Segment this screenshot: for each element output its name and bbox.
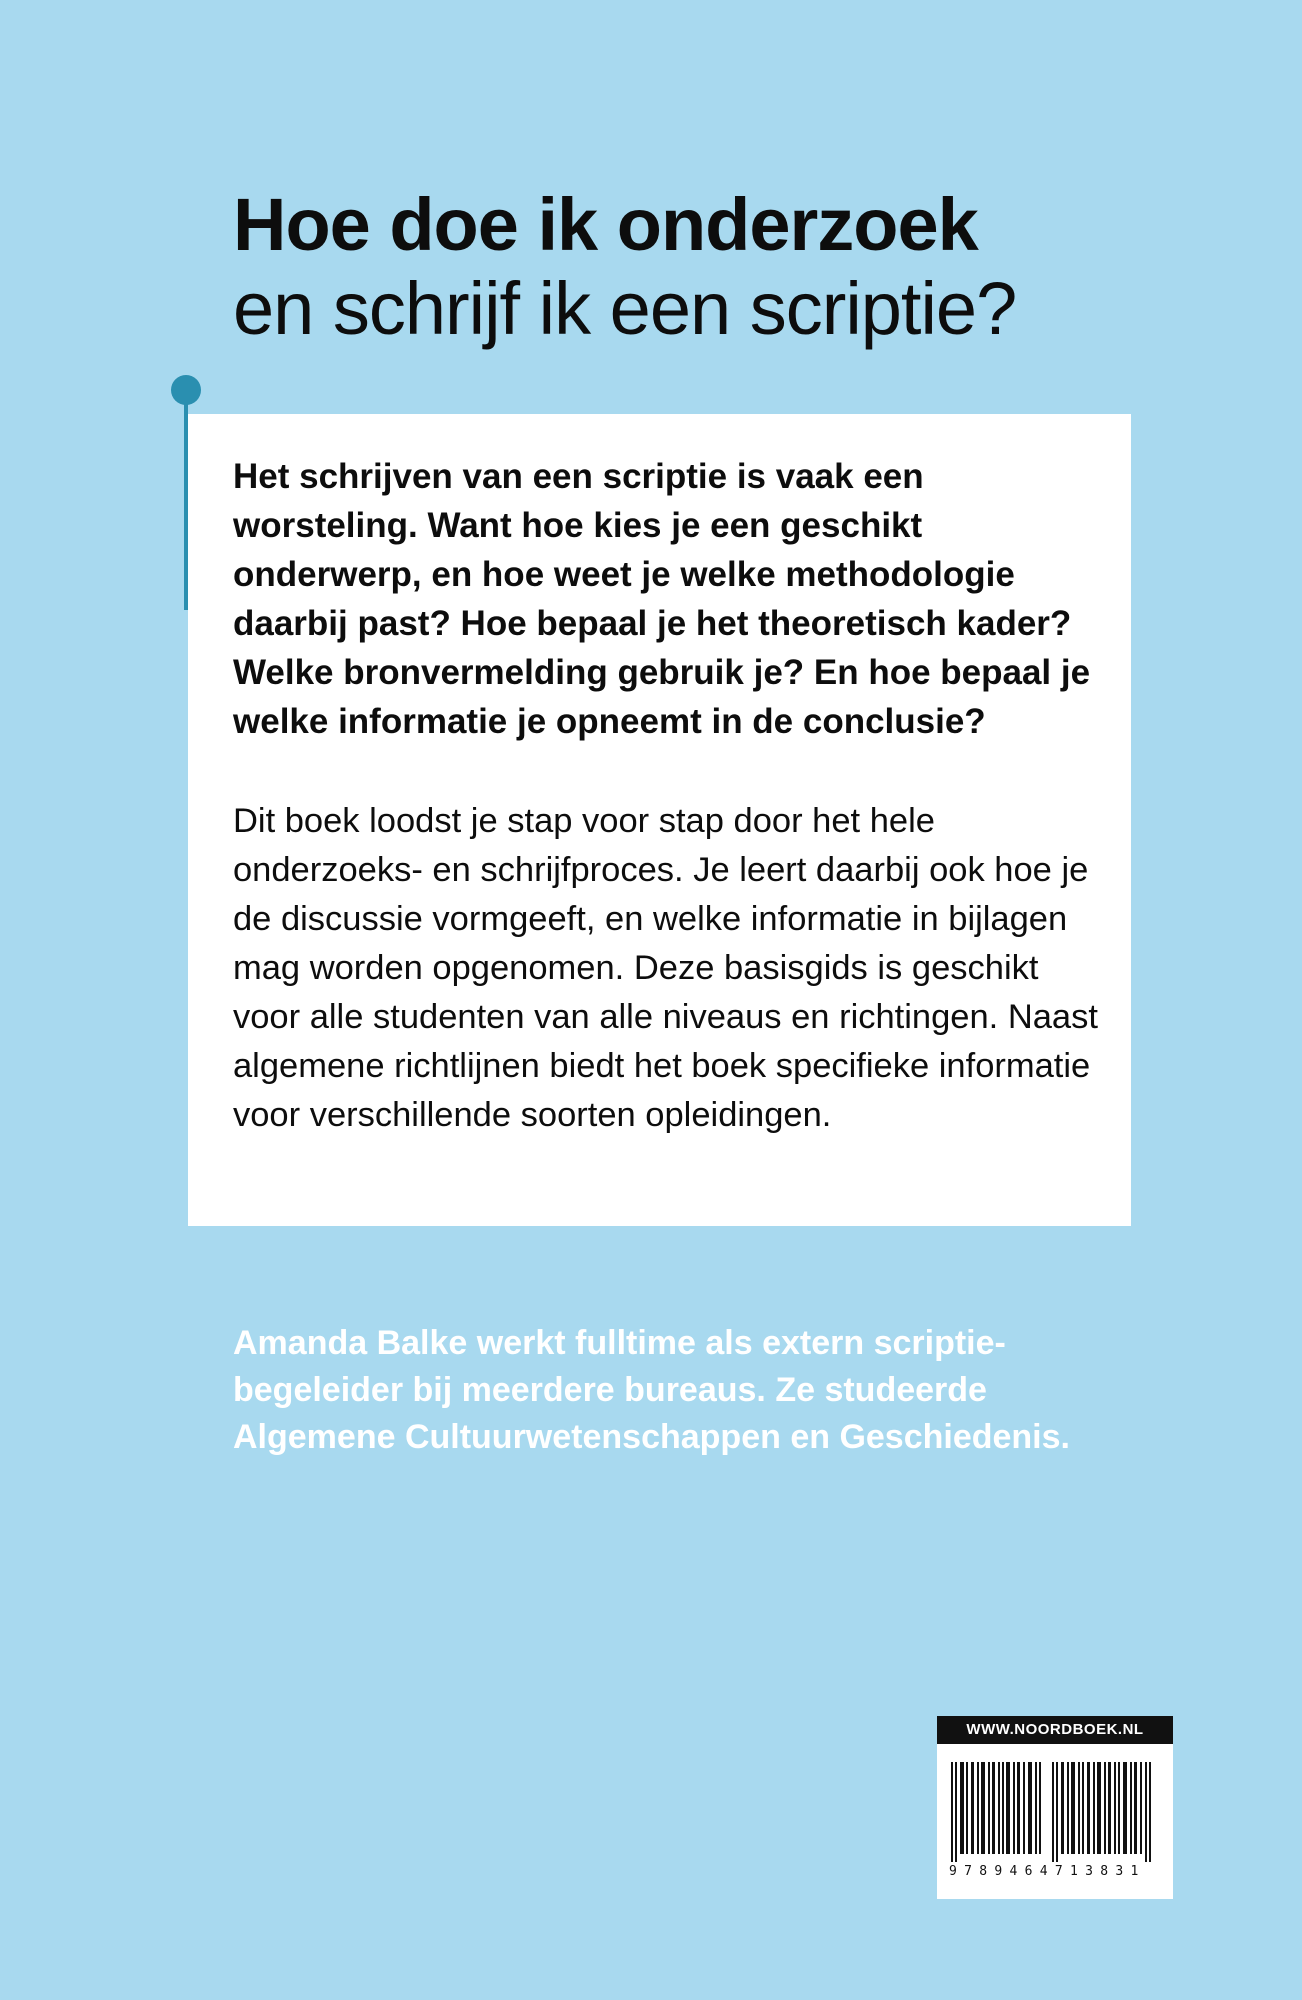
- blurb-intro: Het schrijven van een scriptie is vaak een worsteling. Want hoe kies je een geschikt onderwerp, en hoe weet je welke methodologie daarbij past? Hoe bepaal je het theoretisch kader? Welke bronvermelding gebruik je? En hoe bepaal je welke informatie je opneemt in de conclusie?: [233, 457, 1091, 741]
- barcode-icon: [951, 1762, 1159, 1862]
- blurb-description: Dit boek loodst je stap voor stap door het hele onderzoeks- en schrijfproces. Je leert daarbij ook hoe je de discussie vormgeeft, en welke informatie in bijlagen mag worden opgenomen. Deze basisgids is geschikt voor alle studenten van alle niveaus en richtingen. Naast algemene richtlijnen biedt het boek specifieke informatie voor verschillende soorten opleidingen.: [233, 802, 1098, 1134]
- barcode-block: [937, 1716, 1173, 1899]
- title-block: [233, 183, 1133, 351]
- book-subtitle: en schrijf ik een scriptie?: [233, 267, 1017, 350]
- pin-dot-icon: [171, 375, 201, 405]
- isbn-digits: 9789464713831: [949, 1864, 1146, 1879]
- book-title: Hoe doe ik onderzoek: [233, 183, 978, 266]
- publisher-url: WWW.NOORDBOEK.NL: [937, 1716, 1173, 1744]
- author-bio: Amanda Balke werkt fulltime als extern scriptie-begeleider bij meerdere bureaus. Ze studeerde Algemene Cultuurwetenschappen en Geschiedenis.: [233, 1324, 1070, 1456]
